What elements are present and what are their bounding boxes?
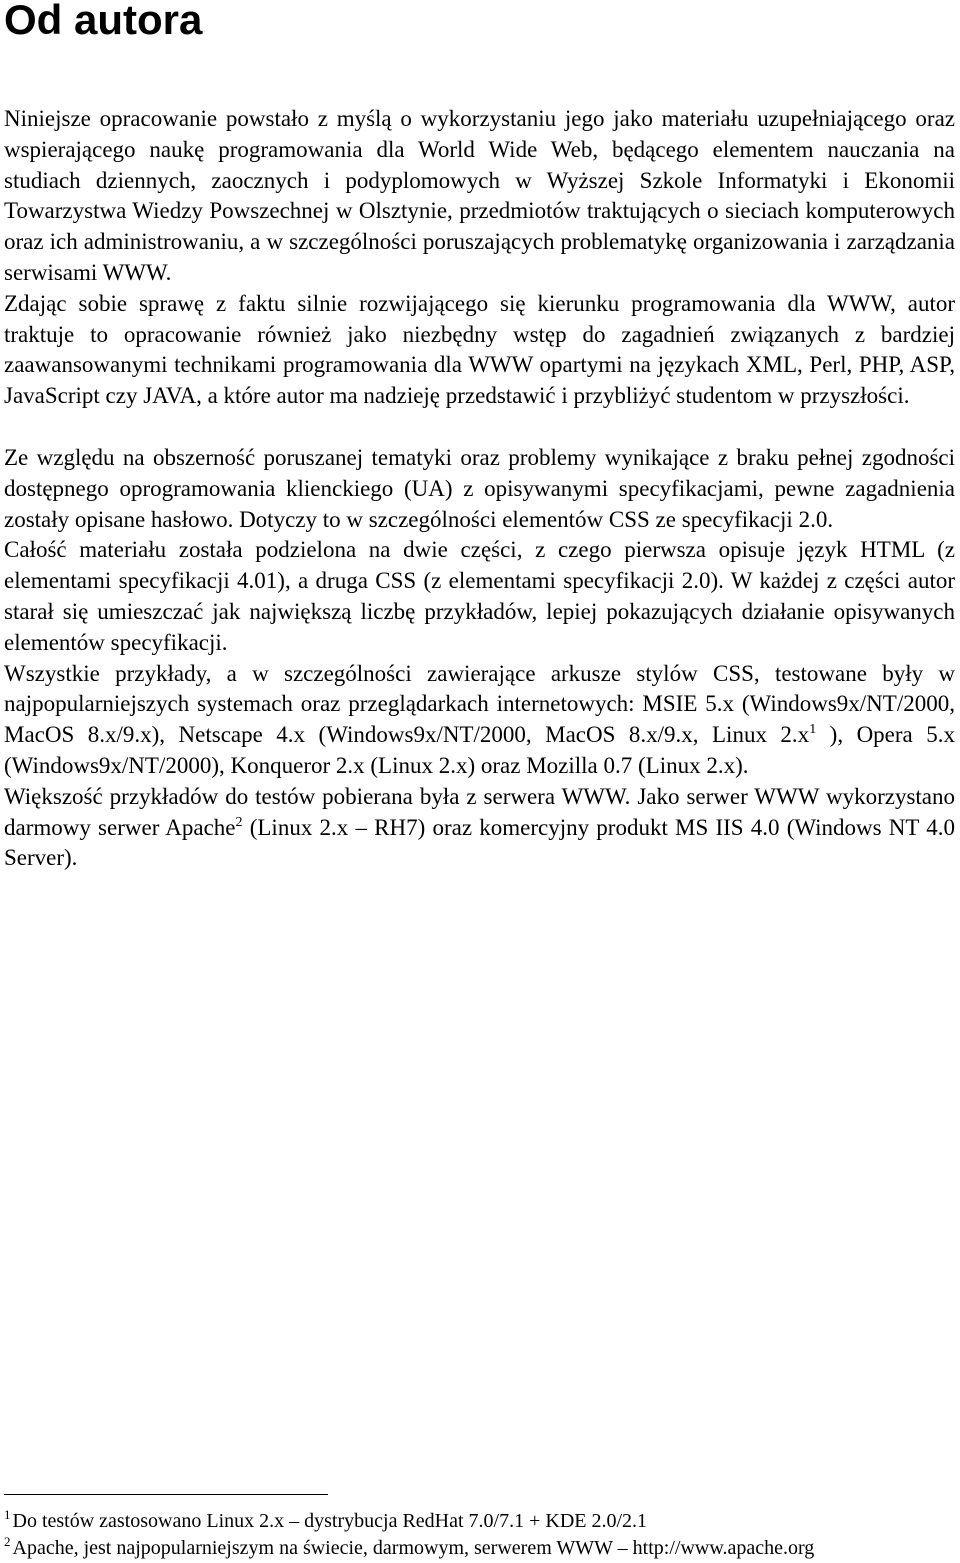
paragraph-testing-text: Wszystkie przykłady, a w szczególności zawierające arkusze stylów CSS, testowane były w najpopularniejszych systemach oraz przeglądarkach internetowych: MSIE 5.x (Windows9x/NT/2000, MacOS 8.x/9.x), Netscape 4.x (Windows9x/NT/2000, MacOS 8.x/9.x, Linux 2.x: [4, 660, 955, 748]
footnote-text-2: Apache, jest najpopularniejszym na świecie, darmowym, serwerem WWW – http://www.apache.org: [12, 1537, 815, 1559]
paragraph-server-text: Większość przykładów do testów pobierana była z serwera WWW. Jako serwer WWW wykorzystano darmowy serwer Apache: [4, 783, 955, 840]
footnote-text-1: Do testów zastosowano Linux 2.x – dystrybucja RedHat 7.0/7.1 + KDE 2.0/2.1: [12, 1510, 648, 1532]
footnotes: [4, 1508, 955, 1562]
paragraph-server-text-end: (Linux 2.x – RH7) oraz komercyjny produkt MS IIS 4.0 (Windows NT 4.0 Server).: [4, 814, 955, 871]
paragraph-testing-text-end: ), Opera 5.x (Windows9x/NT/2000), Konqueror 2.x (Linux 2.x) oraz Mozilla 0.7 (Linux 2.x).: [4, 722, 955, 778]
paragraph-purpose: Niniejsze opracowanie powstało z myślą o wykorzystaniu jego jako materiału uzupełniającego oraz wspierającego naukę programowania dla World Wide Web, będącego elementem nauczania na studiach dziennych, zaocznych i podyplomowych w Wyższej Szkole Informatyki i Ekonomii Towarzystwa Wiedzy Powszechnej w Olsztynie, przedmiotów traktujących o sieciach komputerowych oraz ich administrowaniu, a w szczególności poruszających problematykę organizowania i zarządzania serwisami WWW.: [4, 106, 955, 285]
footnote-2: [4, 1535, 955, 1562]
footnote-ref-1: 1: [809, 722, 817, 738]
paragraph-limitations: Ze względu na obszerność poruszanej tematyki oraz problemy wynikające z braku pełnej zgodności dostępnego oprogramowania klienckiego (UA) z opisywanymi specyfikacjami, pewne zagadnienia zostały opisane hasłowo. Dotyczy to w szczególności elementów CSS ze specyfikacji 2.0.: [4, 444, 955, 532]
page-title: Od autora: [4, 0, 203, 43]
footnote-1: [4, 1508, 955, 1535]
footnote-separator: [4, 1494, 328, 1495]
footnote-ref-2: 2: [235, 814, 243, 830]
paragraph-structure: Całość materiału została podzielona na dwie części, z czego pierwsza opisuje język HTML (z elementami specyfikacji 4.01), a druga CSS (z elementami specyfikacji 2.0). W każdej z części autor starał się umieszczać jak największą liczbę przykładów, lepiej pokazujących działanie opisywanych elementów specyfikacji.: [4, 537, 955, 655]
body-text: [4, 104, 955, 874]
footnote-marker-1: 1: [4, 1507, 11, 1522]
footnote-marker-2: 2: [4, 1534, 11, 1549]
paragraph-server: [4, 782, 955, 874]
paragraph-testing: [4, 659, 955, 782]
paragraph-scope: Zdając sobie sprawę z faktu silnie rozwijającego się kierunku programowania dla WWW, autor traktuje to opracowanie również jako niezbędny wstęp do zagadnień związanych z bardziej zaawansowanymi technikami programowania dla WWW opartymi na językach XML, Perl, PHP, ASP, JavaScript czy JAVA, a które autor ma nadzieję przedstawić i przybliżyć studentom w przyszłości.: [4, 290, 955, 409]
